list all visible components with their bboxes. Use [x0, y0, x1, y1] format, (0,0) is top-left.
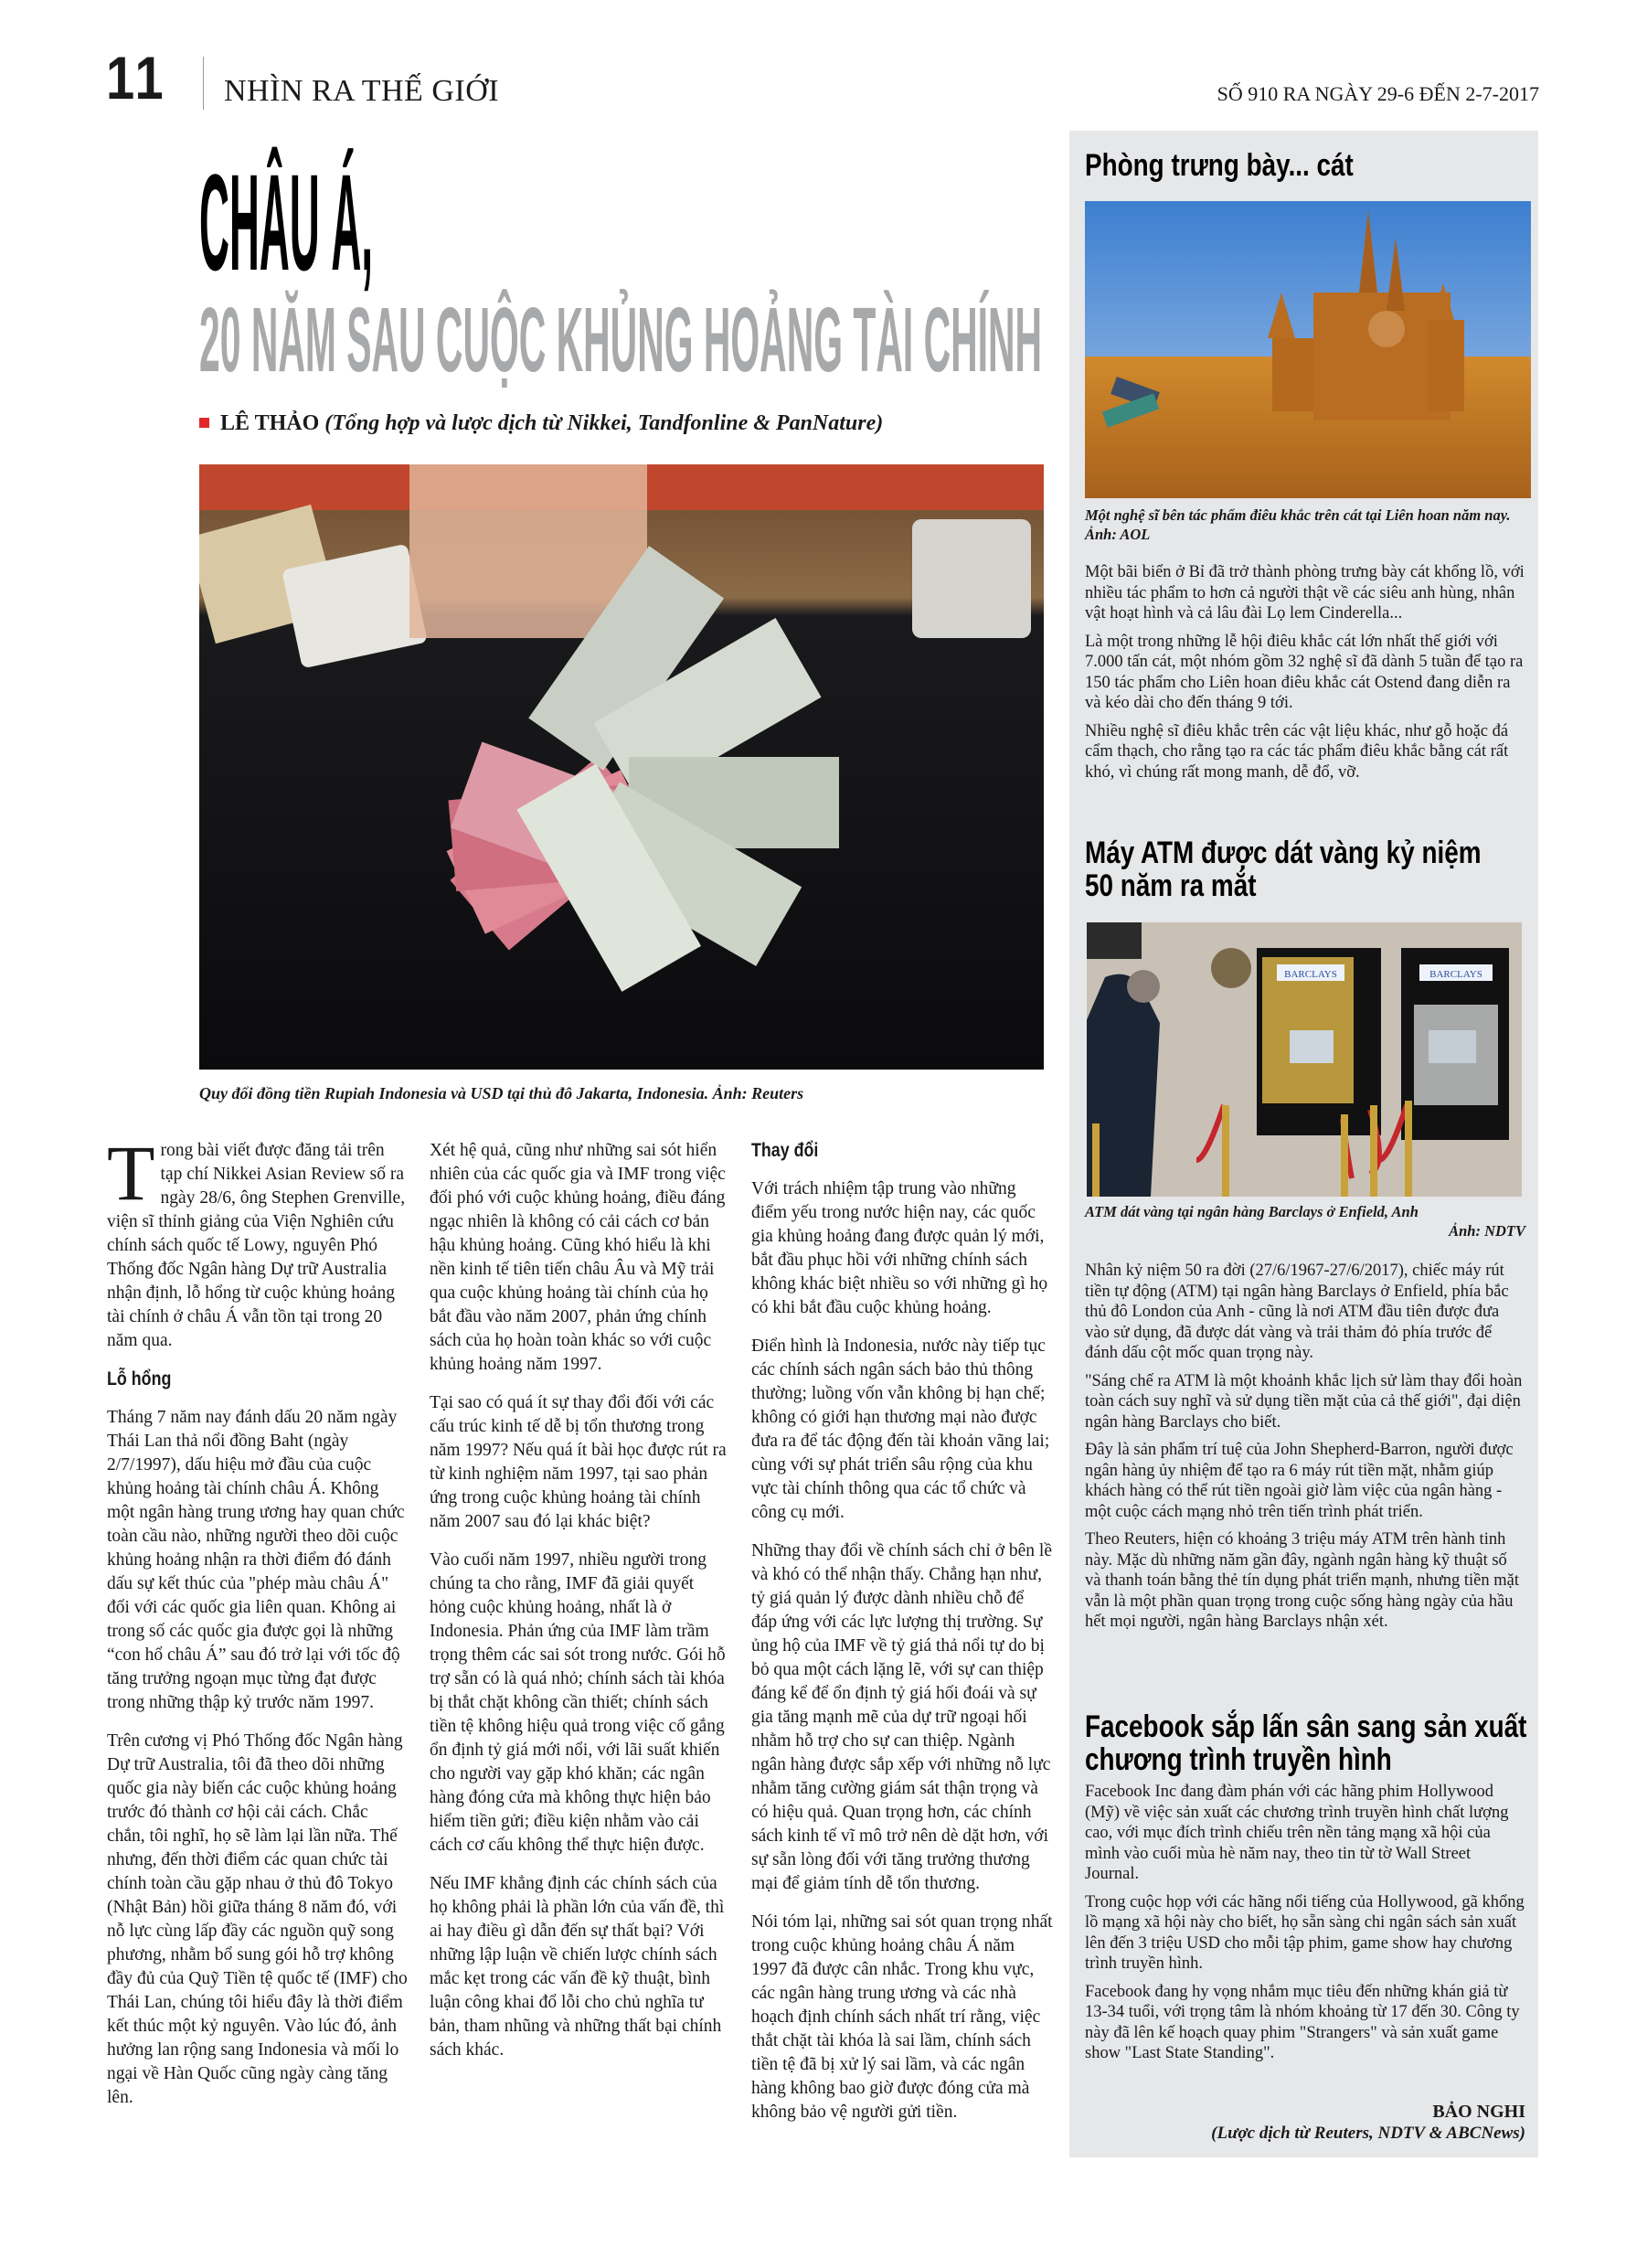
paragraph [107, 1129, 409, 1353]
caption-text: ATM dát vàng tại ngân hàng Barclays ở Enfield, Anh [1085, 1203, 1419, 1220]
section-name: NHÌN RA THẾ GIỚI [224, 74, 500, 108]
paragraph: Tháng 7 năm nay đánh dấu 20 năm ngày Thái Lan thả nổi đồng Baht (ngày 2/7/1997), dấu hiệu mở đầu của cuộc khủng hoảng tài chính châu Á. Không một ngân hàng trung ương hay quan chức toàn cầu nào, những người theo dõi cuộc khủng hoảng nhận ra thời điểm đó đánh dấu sự kết thúc của "phép màu châu Á" đối với các quốc gia liên quan. Không ai trong số các quốc gia được gọi là những “con hổ châu Á” sau đó trở lại với tốc độ tăng trưởng ngoạn mục từng đạt được trong những thập kỷ trước năm 1997. [107, 1408, 405, 1712]
atm-brand-label: BARCLAYS [1284, 969, 1337, 980]
title-line: 50 năm ra mắt [1085, 868, 1257, 903]
main-photo-money-exchange [199, 464, 1044, 1070]
signature-source: (Lược dịch từ Reuters, NDTV & ABCNews) [1211, 2124, 1525, 2143]
paragraph: Nhân kỷ niệm 50 ra đời (27/6/1967-27/6/2017), chiếc máy rút tiền tự động (ATM) tại ngân hàng Barclays ở Enfield, phía bắc thủ đô London của Anh - cũng là nơi ATM đầu tiên được đưa vào sử dụng, đã được dát vàng và trải thảm đỏ phía trước để đánh dấu cột mốc quan trọng này. [1085, 1262, 1509, 1362]
paragraph: Nhiều nghệ sĩ điêu khắc trên các vật liệu khác, như gỗ hoặc đá cẩm thạch, cho rằng tạo ra các tác phẩm điêu khắc bằng cát rất khó, vì chúng rất mong manh, dễ đổ, vỡ. [1085, 721, 1509, 782]
article-subtitle: 20 NĂM SAU CUỘC KHỦNG HOẢNG TÀI CHÍNH [199, 289, 1042, 391]
article-title: CHÂU Á, [199, 145, 373, 299]
subheading-lo-hong: Lỗ hổng [107, 1368, 172, 1390]
main-photo-caption: Quy đổi đồng tiền Rupiah Indonesia và USD tại thủ đô Jakarta, Indonesia. Ảnh: Reuters [199, 1084, 804, 1102]
article-column-1 [107, 1129, 409, 2124]
subheading-thay-doi: Thay đổi [751, 1140, 819, 1161]
paragraph: Vào cuối năm 1997, nhiều người trong chúng ta cho rằng, IMF đã giải quyết hỏng cuộc khủng hoảng, nhất là ở Indonesia. Phản ứng của IMF làm trầm trọng thêm các sai sót trong nước. Gói hỗ trợ sẵn có là quá nhỏ; chính sách tài khóa bị thắt chặt không cần thiết; chính sách tiền tệ không hiệu quả trong việc cố gắng ổn định tỷ giá mới nổi, với lãi suất khiến cho người vay gặp khó khăn; các ngân hàng đóng cửa mà không thực hiện bảo hiểm tiền gửi; điều kiện nhằm vào cải cách cơ cấu không thể thực hiện được. [430, 1550, 726, 1855]
paragraph: Một bãi biển ở Bỉ đã trở thành phòng trưng bày cát khổng lồ, với nhiều tác phẩm to hơn cả người thật về các siêu anh hùng, nhân vật hoạt hình và cả lâu đài Lọ lem Cinderella... [1085, 563, 1525, 623]
sidebar-story1-title: Phòng trưng bày... cát [1085, 148, 1354, 183]
author: LÊ THẢO [220, 411, 320, 435]
paragraph: Nói tóm lại, những sai sót quan trọng nhất trong cuộc khủng hoảng châu Á năm 1997 đã được cân nhắc. Trong khu vực, các ngân hàng trung ương và các nhà hoạch định chính sách nhất trí rằng, việc thắt chặt tài khóa là sai lầm, chính sách tiền tệ đã bị xử lý sai lầm, và các ngân hàng không bao giờ được đóng cửa mà không bảo vệ người gửi tiền. [751, 1912, 1053, 2122]
sand-castle-photo [1085, 201, 1531, 498]
paragraph: Trên cương vị Phó Thống đốc Ngân hàng Dự trữ Australia, tôi đã theo dõi những quốc gia này biến các cuộc khủng hoảng trước đó thành cơ hội cải cách. Chắc chắn, tôi nghĩ, họ sẽ làm lại lần nữa. Thế nhưng, đến thời điểm các quan chức tài chính toàn cầu gặp nhau ở thủ đô Tokyo (Nhật Bản) hồi giữa tháng 8 năm đó, với nỗ lực cùng lấp đầy các nguồn quỹ song phương, nhằm bổ sung gói hỗ trợ không đầy đủ của Quỹ Tiền tệ quốc tế (IMF) cho Thái Lan, chúng tôi hiểu đây là thời điểm kết thúc một kỷ nguyên. Vào lúc đó, ảnh hưởng lan rộng sang Indonesia và mối lo ngại về Hàn Quốc cũng ngày càng tăng lên. [107, 1731, 408, 2107]
atm-brand-label: BARCLAYS [1429, 969, 1482, 980]
sidebar-story3-title [1085, 1710, 1527, 1776]
title-line: Máy ATM được dát vàng kỷ niệm [1085, 836, 1482, 870]
sidebar-story1-body [1085, 562, 1525, 790]
paragraph: Facebook Inc đang đàm phán với các hãng phim Hollywood (Mỹ) về việc sản xuất các chương trình truyền hình chất lượng cao, với mục đích trình chiếu trên nền tảng mạng xã hội của mình vào cuối mùa hè năm nay, theo tin từ tờ Wall Street Journal. [1085, 1783, 1509, 1883]
paragraph: Theo Reuters, hiện có khoảng 3 triệu máy ATM trên hành tinh này. Mặc dù những năm gần đây, ngành ngân hàng kỹ thuật số và thanh toán bằng thẻ tín dụng phát triển mạnh, nhưng tiền mặt vẫn là một phần quan trọng trong cuộc sống hàng ngày của hầu hết mọi người, ngân hàng Barclays nhận xét. [1085, 1530, 1519, 1631]
paragraph: Xét hệ quả, cũng như những sai sót hiển nhiên của các quốc gia và IMF trong việc đối phó với cuộc khủng hoảng, điều đáng ngạc nhiên là không có cải cách cơ bản hậu khủng hoảng. Cũng khó hiểu là khi nền kinh tế tiên tiến châu Âu và Mỹ trải qua cuộc khủng hoảng tài chính của họ bắt đầu vào năm 2007, phản ứng chính sách của họ hoàn toàn khác so với cuộc khủng hoảng năm 1997. [430, 1141, 726, 1374]
title-line: Facebook sắp lấn sân sang sản xuất [1085, 1709, 1527, 1744]
title-line: chương trình truyền hình [1085, 1742, 1392, 1777]
page-number: 11 [106, 44, 167, 112]
gold-atm-photo [1087, 922, 1522, 1197]
byline-source: (Tổng hợp và lược dịch từ Nikkei, Tandfonline & PanNature) [324, 411, 884, 435]
sidebar-story2-body [1085, 1261, 1525, 1640]
sidebar-story2-title [1085, 836, 1527, 902]
article-column-3 [751, 1139, 1053, 2139]
sidebar-story3-body [1085, 1782, 1525, 2071]
signature: BẢO NGHI [1432, 2102, 1525, 2122]
sand-castle-caption: Một nghệ sĩ bên tác phẩm điêu khắc trên cát tại Liên hoan năm nay. Ảnh: AOL [1085, 506, 1511, 543]
news-sidebar [1069, 131, 1538, 2157]
paragraph: "Sáng chế ra ATM là một khoảnh khắc lịch sử làm thay đổi hoàn toàn cách suy nghĩ và sử dụng tiền mặt của cả thế giới", đại diện ngân hàng Barclays cho biết. [1085, 1371, 1523, 1432]
sidebar-signature-block [1085, 2101, 1525, 2145]
paragraph: Tại sao có quá ít sự thay đổi đối với các cấu trúc kinh tế dễ bị tổn thương trong năm 1997? Nếu quá ít bài học được rút ra từ kinh nghiệm năm 1997, tại sao phản ứng trong cuộc khủng hoảng tài chính năm 2007 sau đó lại khác biệt? [430, 1393, 727, 1531]
paragraph: Trong cuộc họp với các hãng nổi tiếng của Hollywood, gã khổng lồ mạng xã hội này cho biết, họ sẵn sàng chi ngân sách sản xuất lên đến 3 triệu USD cho mỗi tập phim, game show hay chương trình truyền hình. [1085, 1892, 1525, 1973]
paragraph-text: rong bài viết được đăng tải trên tạp chí Nikkei Asian Review số ra ngày 28/6, ông Stephen Grenville, viện sĩ thỉnh giảng của Viện Nghiên cứu chính sách quốc tế Lowy, nguyên Phó Thống đốc Ngân hàng Dự trữ Australia nhận định, lỗ hổng từ cuộc khủng hoảng tài chính ở châu Á vẫn tồn tại trong 20 năm qua. [107, 1141, 406, 1350]
paragraph: Là một trong những lễ hội điêu khắc cát lớn nhất thế giới với 7.000 tấn cát, một nhóm gồm 32 nghệ sĩ đã dành 5 tuần để tạo ra 150 tác phẩm cho Liên hoan điêu khắc cát Ostend đang diễn ra và kéo dài cho đến tháng 9 tới. [1085, 632, 1524, 712]
paragraph: Điển hình là Indonesia, nước này tiếp tục các chính sách ngân sách bảo thủ thông thường; luồng vốn vẫn không bị hạn chế; không có giới hạn thương mại nào được đưa ra để tác động đến tài khoản vãng lai; cùng với sự phát triển sâu rộng của khu vực tài chính thông qua các tổ chức và công cụ mới. [751, 1336, 1050, 1522]
caption-credit: Ảnh: NDTV [1449, 1222, 1525, 1240]
byline-marker-icon [199, 418, 209, 428]
atm-caption [1085, 1202, 1525, 1240]
article-column-2 [430, 1139, 731, 2077]
paragraph: Với trách nhiệm tập trung vào những điểm yếu trong nước hiện nay, các quốc gia khủng hoảng đang được quản lý mới, bắt đầu phục hồi với những chính sách không khác biệt nhiều so với những gì họ có khi bắt đầu cuộc khủng hoảng. [751, 1179, 1048, 1317]
paragraph: Facebook đang hy vọng nhắm mục tiêu đến những khán giả từ 13-34 tuổi, với trọng tâm là nhóm khoảng từ 17 đến 30. Công ty này đã lên kế hoạch quay phim "Strangers" và sản xuất game show "Last State Standing". [1085, 1982, 1520, 2062]
drop-cap: T [107, 1129, 155, 1217]
paragraph: Đây là sản phẩm trí tuệ của John Shepherd-Barron, người được ngân hàng ủy nhiệm để tạo ra 6 máy rút tiền mặt, nhằm giúp khách hàng có thể rút tiền ngoài giờ làm việc của ngân hàng - một cuộc cách mạng nhỏ trên tiến trình phát triển. [1085, 1441, 1514, 1521]
byline [199, 410, 883, 437]
paragraph: Nếu IMF khẳng định các chính sách của họ không phải là phần lớn của vấn đề, thì ai hay điều gì dẫn đến sự thất bại? Với những lập luận về chiến lược chính sách mắc kẹt trong các vấn đề kỹ thuật, bình luận công khai đổ lỗi cho chủ nghĩa tư bản, tham nhũng và những thất bại chính sách khác. [430, 1874, 725, 2060]
header-divider [203, 57, 204, 110]
paragraph: Những thay đổi về chính sách chỉ ở bên lề và khó có thể nhận thấy. Chẳng hạn như, tỷ giá quản lý được dành nhiều chỗ để đáp ứng với các lực lượng thị trường. Sự ủng hộ của IMF về tỷ giá thả nổi tự do bị bỏ qua một cách lặng lẽ, với sự can thiệp đáng kể để ổn định tỷ giá hối đoái và sự gia tăng mạnh mẽ của dự trữ ngoại hối nhằm hỗ trợ cho sự can thiệp. Ngành ngân hàng được sắp xếp với những nỗ lực nhằm tăng cường giám sát thận trọng và có hiệu quả. Quan trọng hơn, các chính sách kinh tế vĩ mô trở nên dè dặt hơn, với sự sẵn lòng đối với tăng trưởng thương mại để giảm tính dễ tổn thương. [751, 1541, 1053, 1893]
issue-date: SỐ 910 RA NGÀY 29-6 ĐẾN 2-7-2017 [1217, 82, 1539, 105]
